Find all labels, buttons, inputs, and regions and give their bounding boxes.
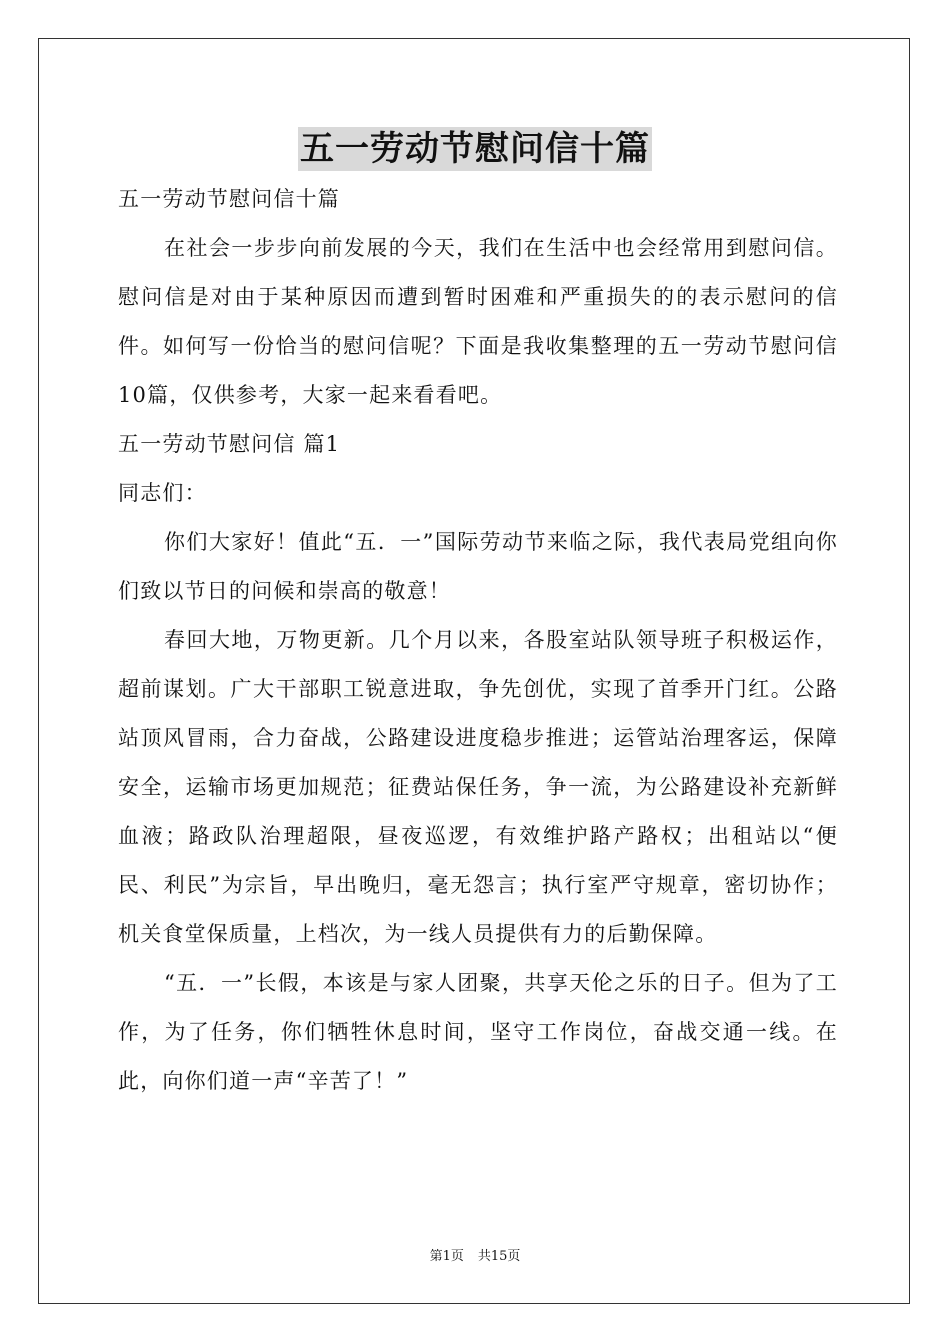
title-container	[0, 127, 950, 171]
page-footer	[0, 1248, 950, 1266]
document-title: 五一劳动节慰问信十篇	[300, 129, 650, 169]
paragraph-greeting: 你们大家好！值此“五．一”国际劳动节来临之际，我代表局党组向你们致以节日的问候和崇高的敬意！	[118, 530, 838, 603]
paragraph-intro: 在社会一步步向前发展的今天，我们在生活中也会经常用到慰问信。慰问信是对由于某种原因而遭到暂时困难和严重损失的的表示慰问的信件。如何写一份恰当的慰问信呢？下面是我收集整理的五一劳动节慰问信10篇，仅供参考，大家一起来看看吧。	[118, 236, 838, 407]
salutation: 同志们：	[118, 481, 207, 505]
section-heading: 五一劳动节慰问信 篇1	[118, 432, 341, 456]
paragraph-holiday: “五．一”长假，本该是与家人团聚，共享天伦之乐的日子。但为了工作，为了任务，你们牺牲休息时间，坚守工作岗位，奋战交通一线。在此，向你们道一声“辛苦了！”	[118, 971, 838, 1093]
page-total: 共15页	[477, 1249, 521, 1264]
page-number: 第1页	[429, 1249, 464, 1264]
paragraph-achievements: 春回大地，万物更新。几个月以来，各股室站队领导班子积极运作，超前谋划。广大干部职工锐意进取，争先创优，实现了首季开门红。公路站顶风冒雨，合力奋战，公路建设进度稳步推进；运管站治理客运，保障安全，运输市场更加规范；征费站保任务，争一流，为公路建设补充新鲜血液；路政队治理超限，昼夜巡逻，有效维护路产路权；出租站以“便民、利民”为宗旨，早出晚归，毫无怨言；执行室严守规章，密切协作；机关食堂保质量，上档次，为一线人员提供有力的后勤保障。	[118, 628, 838, 946]
paragraph-subtitle: 五一劳动节慰问信十篇	[118, 187, 340, 211]
document-body	[118, 175, 838, 1106]
